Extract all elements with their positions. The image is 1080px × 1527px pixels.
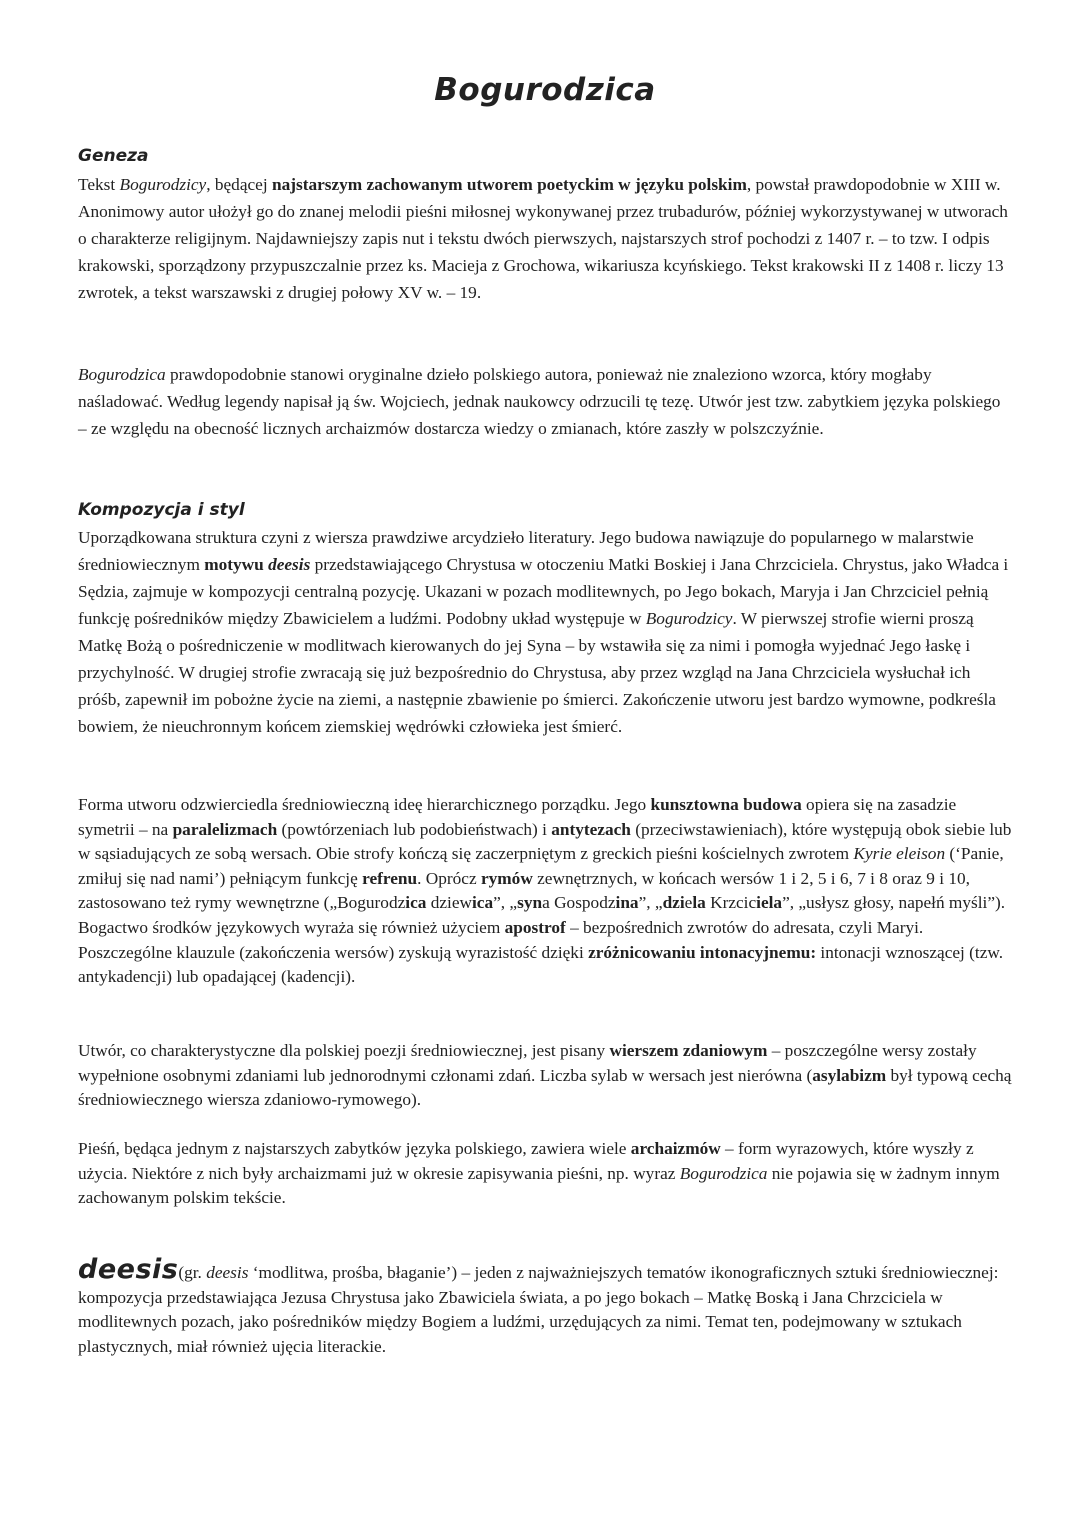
text-bold: asylabizm bbox=[812, 1065, 887, 1085]
text-bold: archaizmów bbox=[630, 1139, 721, 1158]
text: Pieśń, będąca jednym z najstarszych zabytków języka polskiego, zawiera wiele bbox=[78, 1139, 631, 1158]
text-bold: motywu bbox=[204, 555, 269, 574]
text-bold: rymów bbox=[480, 868, 533, 888]
text: – bezpośrednich zwrotów do adresata, czyli Maryi. Poszczególne klauzule (zakończenia wersów) zyskują wyrazistość dzięki bbox=[78, 917, 924, 962]
text: dziew bbox=[426, 893, 472, 913]
text: Forma utworu odzwierciedla średniowieczną ideę hierarchicznego porządku. Jego bbox=[78, 795, 651, 814]
paragraph-geneza-1 bbox=[78, 171, 1013, 306]
paragraph-kompozycja-1 bbox=[78, 524, 1013, 740]
text: prawdopodobnie stanowi oryginalne dzieło polskiego autora, ponieważ nie znaleziono wzorca, który mogłaby naśladować. Według legendy napisał ją św. Wojciech, jednak naukowcy odrzucili tę tezę. Utwór jest tzw. zabytkiem języka polskiego – ze względu na obecność licznych archaizmów dostarcza wiedzy o zmianach, które zaszły w polszczyźnie. bbox=[78, 365, 1001, 438]
text-bold: paralelizmach bbox=[172, 819, 278, 839]
text: opiera się na zasadzie symetrii – na bbox=[78, 795, 957, 839]
definition-term: deesis bbox=[78, 1254, 179, 1285]
text-bold: syn bbox=[517, 893, 543, 913]
heading-geneza: Geneza bbox=[78, 146, 149, 166]
text-bold: kunsztowna budowa bbox=[650, 795, 802, 814]
text-bold: ina bbox=[615, 893, 639, 913]
text-bold: najstarszym zachowanym utworem poetyckim w języku polskim bbox=[271, 175, 747, 194]
text: , będącej bbox=[206, 175, 272, 194]
paragraph-geneza-2 bbox=[78, 361, 1013, 442]
text: zewnętrznych, w końcach wersów 1 i 2, 5 i 6, 7 i 8 oraz 9 i 10, zastosowano też rymy wewnętrzne („Bogurodz bbox=[78, 868, 970, 913]
text: Uporządkowana struktura czyni z wiersza prawdziwe arcydzieło literatury. Jego budowa nawiązuje do popularnego w malarstwie średniowiecznym bbox=[78, 528, 974, 574]
text-bold: la bbox=[692, 893, 706, 913]
text-bold: apostrof bbox=[504, 917, 566, 937]
text: ”, „ bbox=[638, 893, 663, 913]
text-bold-italic: deesis bbox=[268, 555, 311, 574]
text: – poszczególne wersy zostały wypełnione osobnymi zdaniami lub jednorodnymi członami zdań. Liczba sylab w wersach jest nierówna ( bbox=[78, 1041, 977, 1085]
text-italic: Bogurodzicy bbox=[645, 609, 733, 628]
text: . Oprócz bbox=[417, 868, 481, 888]
text: nie pojawia się w żadnym innym zachowanym polskim tekście. bbox=[78, 1163, 1000, 1208]
paragraph-kompozycja-3 bbox=[78, 1039, 1013, 1113]
text-italic: Bogurodzica bbox=[679, 1163, 768, 1183]
text: Utwór, co charakterystyczne dla polskiej poezji średniowiecznej, jest pisany bbox=[78, 1041, 610, 1060]
text: intonacji wznoszącej (tzw. antykadencji) lub opadającej (kadencji). bbox=[78, 942, 1004, 987]
text-bold: refrenu bbox=[362, 868, 418, 888]
paragraph-kompozycja-2 bbox=[78, 793, 1013, 990]
text: Tekst bbox=[78, 175, 120, 194]
text-bold: ica bbox=[405, 893, 427, 913]
text-bold: zróżnicowaniu intonacyjnemu: bbox=[588, 942, 817, 962]
text: ”, „ bbox=[493, 893, 518, 913]
text-bold: dzi bbox=[662, 893, 685, 913]
text: ‘modlitwa, prośba, błaganie’) – jeden z najważniejszych tematów ikonograficznych sztuki średniowiecznej: kompozycja przedstawiająca Jezusa Chrystusa jako Zbawiciela świata, a po jego bokach – Matkę Boską i Jana Chrzciciela w modlitewnych pozach, jako pośredników między Bogiem a ludźmi, urzędujących za nimi. Temat ten, podejmowany w sztukach plastycznych, miał również ujęcia literackie. bbox=[78, 1263, 999, 1356]
text: (‘Panie, zmiłuj się nad nami’) pełniącym funkcję bbox=[78, 844, 1004, 888]
text: e bbox=[684, 893, 693, 913]
text: ”, „usłysz głosy, napełń myśli”). Bogactwo środków językowych wyraża się również użyciem bbox=[78, 893, 1006, 937]
text: (gr. bbox=[178, 1263, 207, 1282]
text-italic: Kyrie eleison bbox=[853, 844, 946, 864]
text-italic: Bogurodzicy bbox=[119, 175, 207, 194]
text-bold: ica bbox=[471, 893, 494, 913]
text: Krzcic bbox=[705, 893, 757, 913]
text-bold: antytezach bbox=[551, 819, 631, 839]
text: , powstał prawdopodobnie w XIII w. Anonimowy autor ułożył go do znanej melodii pieśni miłosnej wykonywanej przez trubadurów, później wykorzystywanej w utworach o charakterze religijnym. Najdawniejszy zapis nut i tekstu dwóch pierwszych, najstarszych strof pochodzi z 1407 r. – to tzw. I odpis krakowski, sporządzony przypuszczalnie przez ks. Macieja z Grochowa, wikariusza kcyńskiego. Tekst krakowski II z 1408 r. liczy 13 zwrotek, a tekst warszawski z drugiej połowy XV w. – 19. bbox=[78, 175, 1008, 302]
text-bold: wierszem zdaniowym bbox=[609, 1041, 768, 1060]
text: (przeciwstawieniach), które występują obok siebie lub w sąsiadujących ze sobą wersach. Obie strofy kończą się zaczerpniętym z greckich pieśni kościelnych zwrotem bbox=[78, 819, 1012, 864]
paragraph-definition-deesis bbox=[78, 1254, 1013, 1359]
text-italic: deesis bbox=[206, 1263, 249, 1282]
text: przedstawiającego Chrystusa w otoczeniu Matki Boskiej i Jana Chrzciciela. Chrystus, jako Władca i Sędzia, zajmuje w kompozycji centralną pozycję. Ukazani w pozach modlitewnych, po Jego bokach, Maryja i Jan Chrzciciel pełnią funkcję pośredników między Zbawicielem a ludźmi. Podobny układ występuje w bbox=[78, 555, 1009, 628]
text-bold: iela bbox=[756, 893, 783, 913]
heading-kompozycja: Kompozycja i styl bbox=[78, 500, 245, 520]
paragraph-kompozycja-4 bbox=[78, 1137, 1013, 1211]
text: – form wyrazowych, które wyszły z użycia. Niektóre z nich były archaizmami już w okresie zapisywania pieśni, np. wyraz bbox=[78, 1139, 974, 1183]
page-title: Bogurodzica bbox=[434, 72, 656, 108]
text: (powtórzeniach lub podobieństwach) i bbox=[277, 819, 552, 839]
text: a Gospodz bbox=[542, 893, 616, 913]
text-italic: Bogurodzica bbox=[78, 365, 166, 384]
text: był typową cechą średniowiecznego wiersza zdaniowo-rymowego). bbox=[78, 1065, 1012, 1110]
text: . W pierwszej strofie wierni proszą Matkę Bożą o pośredniczenie w modlitwach kierowanych do jej Syna – by wstawiła się za nimi i pomogła wyjednać Jego łaskę i przychylność. W drugiej strofie zwracają się już bezpośrednio do Chrystusa, aby przez wzgląd na Jana Chrzciciela wysłuchał ich próśb, zapewnił im pobożne życie na ziemi, a następnie zbawienie po śmierci. Zakończenie utworu jest bardzo wymowne, podkreśla bowiem, że nieuchronnym końcem ziemskiej wędrówki człowieka jest śmierć. bbox=[78, 609, 996, 736]
